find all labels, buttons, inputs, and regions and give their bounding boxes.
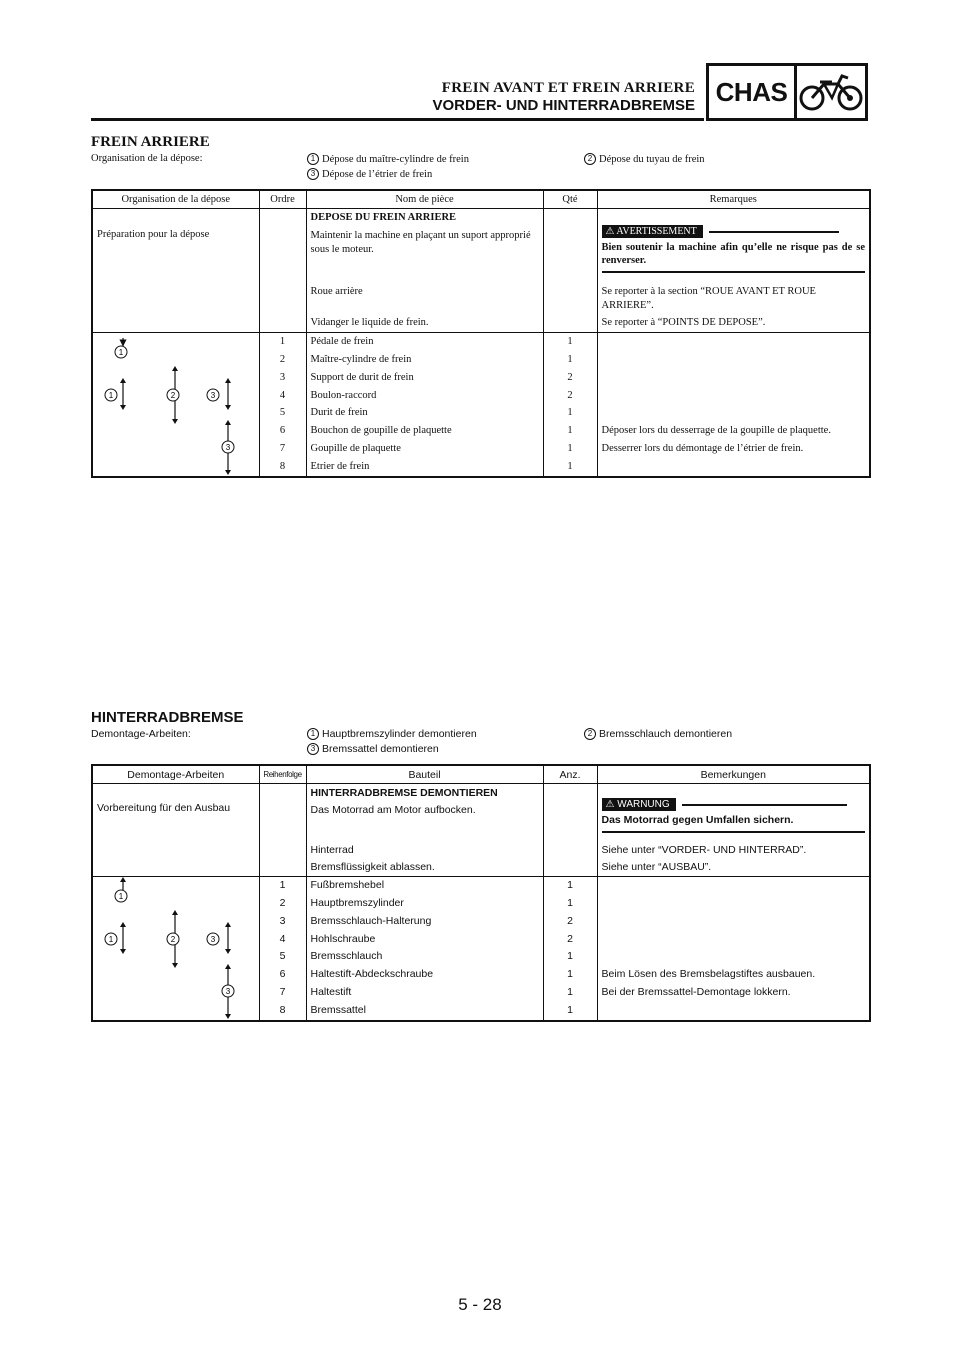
- chapter-badge-text: CHAS: [709, 66, 797, 118]
- prep-row: [92, 784, 870, 838]
- table-row: 3 Bremsschlauch-Halterung 2: [92, 913, 870, 931]
- table-row: 1 1 2 3 3 1 Pédale de frein 1: [92, 333, 870, 351]
- svg-text:3: 3: [210, 935, 216, 944]
- table-row: 4 Boulon-raccord 2: [92, 387, 870, 405]
- prep-remark: Siehe unter “AUSBAU”.: [601, 861, 712, 873]
- table-header: [92, 190, 870, 209]
- col-header: Reihenfolge: [259, 765, 306, 784]
- procedure-table: [91, 764, 871, 1022]
- prep-remark: Siehe unter “VORDER- UND HINTERRAD”.: [601, 844, 807, 856]
- group-title: DEPOSE DU FREIN ARRIERE: [310, 212, 457, 223]
- group-title: HINTERRADBREMSE DEMONTIEREN: [310, 787, 498, 799]
- motorcycle-icon: [797, 66, 865, 118]
- org-label: Demontage-Arbeiten:: [91, 728, 191, 740]
- table-row: 8 Etrier de frein 1: [92, 458, 870, 477]
- org-summary: [91, 153, 869, 189]
- header-title-fr: FREIN AVANT ET FREIN ARRIERE: [441, 80, 695, 96]
- table-row: 6 Bouchon de goupille de plaquette 1 Déposer lors du desserrage de la goupille de plaquette.: [92, 422, 870, 440]
- col-header: Organisation de la dépose: [92, 190, 259, 209]
- table-row: 5 Durit de frein 1: [92, 404, 870, 422]
- prep-row: [92, 857, 870, 877]
- warning-icon: ⚠: [605, 799, 615, 810]
- org-summary: [91, 728, 869, 764]
- header-rule: [91, 118, 704, 121]
- org-item: 1 Hauptbremszylinder demontieren: [307, 728, 477, 740]
- table-row: 3 Support de durit de frein 2: [92, 369, 870, 387]
- section-de: [91, 709, 869, 1022]
- org-item: 2 Dépose du tuyau de frein: [584, 153, 705, 165]
- svg-text:1: 1: [108, 935, 114, 944]
- prep-step: Bremsflüssigkeit ablassen.: [306, 857, 543, 877]
- org-label: Organisation de la dépose:: [91, 153, 203, 164]
- col-header: Bauteil: [306, 765, 543, 784]
- prep-step: Maintenir la machine en plaçant un suport approprié sous le moteur.: [310, 230, 531, 255]
- col-header: Qté: [543, 190, 597, 209]
- org-item: 3 Bremssattel demontieren: [307, 743, 439, 755]
- prep-row: [92, 277, 870, 313]
- header-title-de: VORDER- UND HINTERRADBREMSE: [432, 97, 695, 114]
- prep-row: [92, 209, 870, 278]
- warning-label: ⚠ AVERTISSEMENT: [602, 225, 703, 238]
- section-title: HINTERRADBREMSE: [91, 709, 244, 726]
- table-row: 2 Hauptbremszylinder 1: [92, 895, 870, 913]
- page-number: 5 - 28: [458, 1295, 502, 1314]
- svg-text:2: 2: [170, 935, 176, 944]
- warning-text: Das Motorrad gegen Umfallen sichern.: [601, 814, 794, 826]
- table-row: 1 1 2 3 3 1 Fußbremshebel 1: [92, 877, 870, 895]
- table-row: 4 Hohlschraube 2: [92, 931, 870, 949]
- prep-label: Préparation pour la dépose: [92, 209, 259, 278]
- col-header: Ordre: [259, 190, 306, 209]
- svg-text:3: 3: [225, 443, 231, 452]
- svg-text:1: 1: [118, 892, 124, 901]
- svg-text:3: 3: [225, 987, 231, 996]
- section-title: FREIN ARRIERE: [91, 134, 210, 150]
- prep-step: Hinterrad: [306, 837, 543, 857]
- warning-label: ⚠ WARNUNG: [602, 798, 676, 811]
- warning-box: [602, 225, 866, 273]
- svg-text:2: 2: [170, 391, 176, 400]
- col-header: Anz.: [543, 765, 597, 784]
- svg-text:1: 1: [108, 391, 114, 400]
- table-row: 6 Haltestift-Abdeckschraube 1 Beim Lösen des Bremsbelagstiftes ausbauen.: [92, 966, 870, 984]
- prep-remark: Se reporter à “POINTS DE DEPOSE”.: [601, 317, 766, 328]
- procedure-table: [91, 189, 871, 478]
- diagram-label: 1: [118, 348, 124, 357]
- chapter-badge: [706, 63, 868, 121]
- sequence-diagram: [92, 333, 259, 478]
- section-fr: [91, 134, 869, 478]
- table-row: 7 Haltestift 1 Bei der Bremssattel-Demontage lokkern.: [92, 984, 870, 1002]
- prep-row: [92, 313, 870, 333]
- page-header: [0, 0, 960, 130]
- table-row: 2 Maître-cylindre de frein 1: [92, 351, 870, 369]
- table-row: 5 Bremsschlauch 1: [92, 948, 870, 966]
- col-header: Nom de pièce: [306, 190, 543, 209]
- col-header: Remarques: [597, 190, 870, 209]
- table-row: 8 Bremssattel 1: [92, 1002, 870, 1021]
- svg-text:3: 3: [210, 391, 216, 400]
- org-item: 2 Bremsschlauch demontieren: [584, 728, 732, 740]
- prep-step: Roue arrière: [306, 277, 543, 313]
- table-row: 7 Goupille de plaquette 1 Desserrer lors du démontage de l’étrier de frein.: [92, 440, 870, 458]
- prep-remark: Se reporter à la section “ROUE AVANT ET ROUE ARRIERE”.: [601, 286, 816, 311]
- org-item: 1 Dépose du maître-cylindre de frein: [307, 153, 469, 165]
- warning-icon: ⚠: [605, 226, 615, 237]
- table-header: [92, 765, 870, 784]
- prep-step: Das Motorrad am Motor aufbocken.: [310, 804, 476, 816]
- org-item: 3 Dépose de l’étrier de frein: [307, 168, 432, 180]
- prep-label: Vorbereitung für den Ausbau: [92, 784, 259, 838]
- warning-text: Bien soutenir la machine afin qu’elle ne risque pas de se renverser.: [601, 242, 865, 266]
- warning-box: [602, 798, 866, 833]
- col-header: Demontage-Arbeiten: [92, 765, 259, 784]
- sequence-diagram: [92, 877, 259, 1022]
- prep-row: [92, 837, 870, 857]
- prep-step: Vidanger le liquide de frein.: [306, 313, 543, 333]
- col-header: Bemerkungen: [597, 765, 870, 784]
